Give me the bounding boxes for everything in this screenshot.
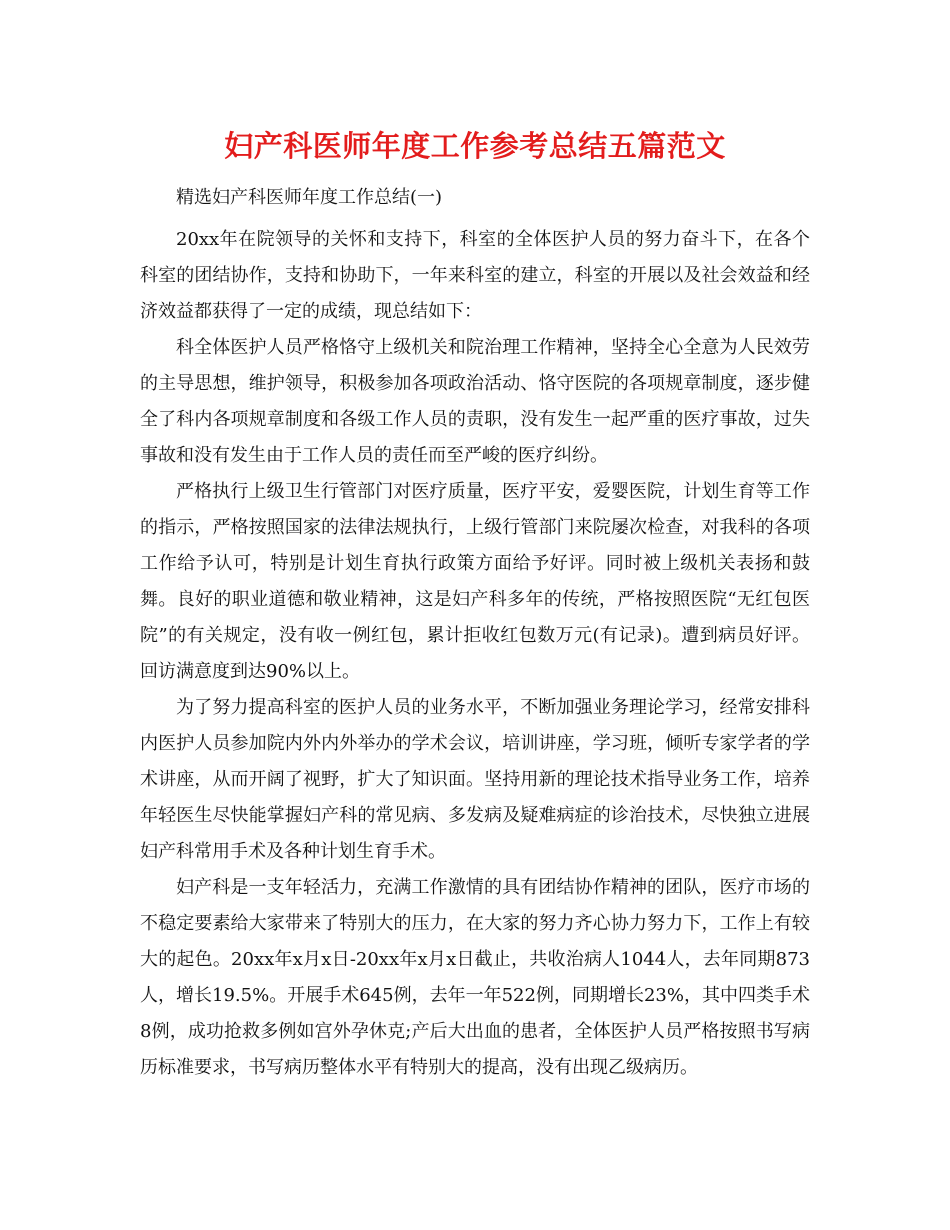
paragraph-quality: 严格执行上级卫生行管部门对医疗质量，医疗平安，爱婴医院，计划生育等工作的指示，严格按照国家的法律法规执行，上级行管部门来院屡次检查，对我科的各项工作给予认可，特别是计划生育执行政策方面给予好评。同时被上级机关表扬和鼓舞。良好的职业道德和敬业精神，这是妇产科多年的传统，严格按照医院“无红包医院”的有关规定，没有收一例红包，累计拒收红包数万元(有记录)。遭到病员好评。回访满意度到达90%以上。 [140,481,810,682]
document-title: 妇产科医师年度工作参考总结五篇范文 [224,129,726,163]
paragraph-training: 为了努力提高科室的医护人员的业务水平，不断加强业务理论学习，经常安排科内医护人员参加院内外内外举办的学术会议，培训讲座，学习班，倾听专家学者的学术讲座，从而开阔了视野，扩大了知识面。坚持用新的理论技术指导业务工作，培养年轻医生尽快能掌握妇产科的常见病、多发病及疑难病症的诊治技术，尽快独立进展妇产科常用手术及各种计划生育手术。 [140,697,810,862]
paragraph-discipline: 科全体医护人员严格恪守上级机关和院治理工作精神，坚持全心全意为人民效劳的主导思想，维护领导，积极参加各项政治活动、恪守医院的各项规章制度，逐步健全了科内各项规章制度和各级工作人员的责职，没有发生一起严重的医疗事故，过失事故和没有发生由于工作人员的责任而至严峻的医疗纠纷。 [140,337,810,466]
paragraph-intro: 20xx年在院领导的关怀和支持下，科室的全体医护人员的努力奋斗下，在各个科室的团结协作，支持和协助下，一年来科室的建立，科室的开展以及社会效益和经济效益都获得了一定的成绩，现总结如下： [140,229,810,322]
paragraph-team-results: 妇产科是一支年轻活力，充满工作激情的具有团结协作精神的团队，医疗市场的不稳定要素给大家带来了特别大的压力，在大家的努力齐心协力努力下，工作上有较大的起色。20xx年x月x日-20xx年x月x日截止，共收治病人1044人，去年同期873人，增长19.5%。开展手术645例，去年一年522例，同期增长23%，其中四类手术8例，成功抢救多例如宫外孕休克;产后大出血的患者，全体医护人员严格按照书写病历标准要求，书写病历整体水平有特别大的提高，没有出现乙级病历。 [140,877,810,1078]
section-subheading: 精选妇产科医师年度工作总结(一) [176,187,443,208]
